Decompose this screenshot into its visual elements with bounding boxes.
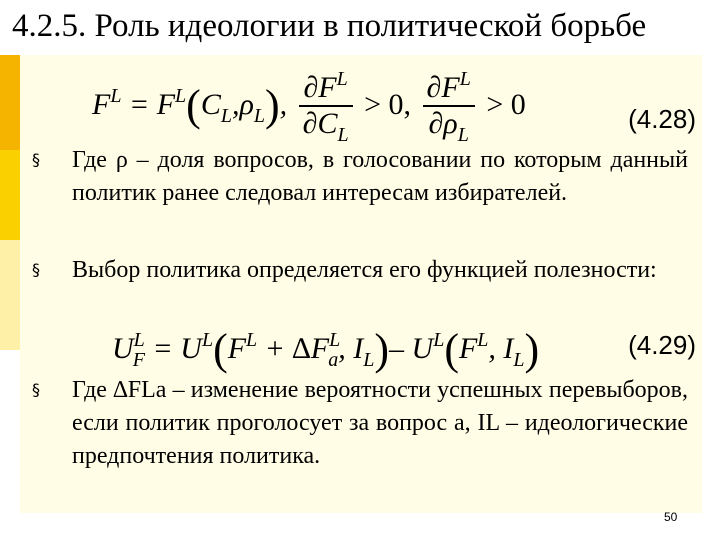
- accent-stripe-middle: [0, 150, 20, 240]
- formula-4-29: $U^L_F = U^L(F^L + \Delta F^L_a$, $I_L)-$ $U^L(F^L$, $I_L$): [112, 325, 540, 374]
- bullet-marker: §: [32, 380, 40, 399]
- slide-title: 4.2.5. Роль идеологии в политической борьбе: [12, 8, 647, 44]
- equation-number-4-28: (4.28): [628, 104, 696, 134]
- accent-stripe-top: [0, 55, 20, 150]
- bullet-text-1: Где ρ – доля вопросов, в голосовании по которым данный политик ранее следовал интересам избирателей.: [72, 147, 688, 206]
- page-number: 50: [664, 510, 678, 524]
- equation-number-4-29: (4.29): [628, 330, 696, 360]
- accent-stripe-bottom: [0, 240, 20, 350]
- bullet-text-2: Выбор политика определяется его функцией полезности:: [72, 257, 657, 283]
- bullet-marker: §: [32, 260, 40, 279]
- bullet-text-3: Где ∆FLa – изменение вероятности успешных перевыборов, если политик проголосует за вопрос a, IL – идеологические предпочтения политика.: [72, 377, 688, 469]
- bullet-marker: §: [32, 150, 40, 169]
- fraction-dF-drho: $\frac{\partial F^L}{\partial\rho_L}$: [423, 62, 475, 152]
- fraction-dF-dC: $\frac{\partial F^L}{\partial C_L}$: [299, 62, 353, 152]
- formula-4-28: $F^L = F^L(C_L,\rho_L)$, $\frac{\partial F^L}{\partial C_L}$ > 0, $\frac{\partial F^L}{\partial\rho_L}$ > 0: [92, 62, 526, 152]
